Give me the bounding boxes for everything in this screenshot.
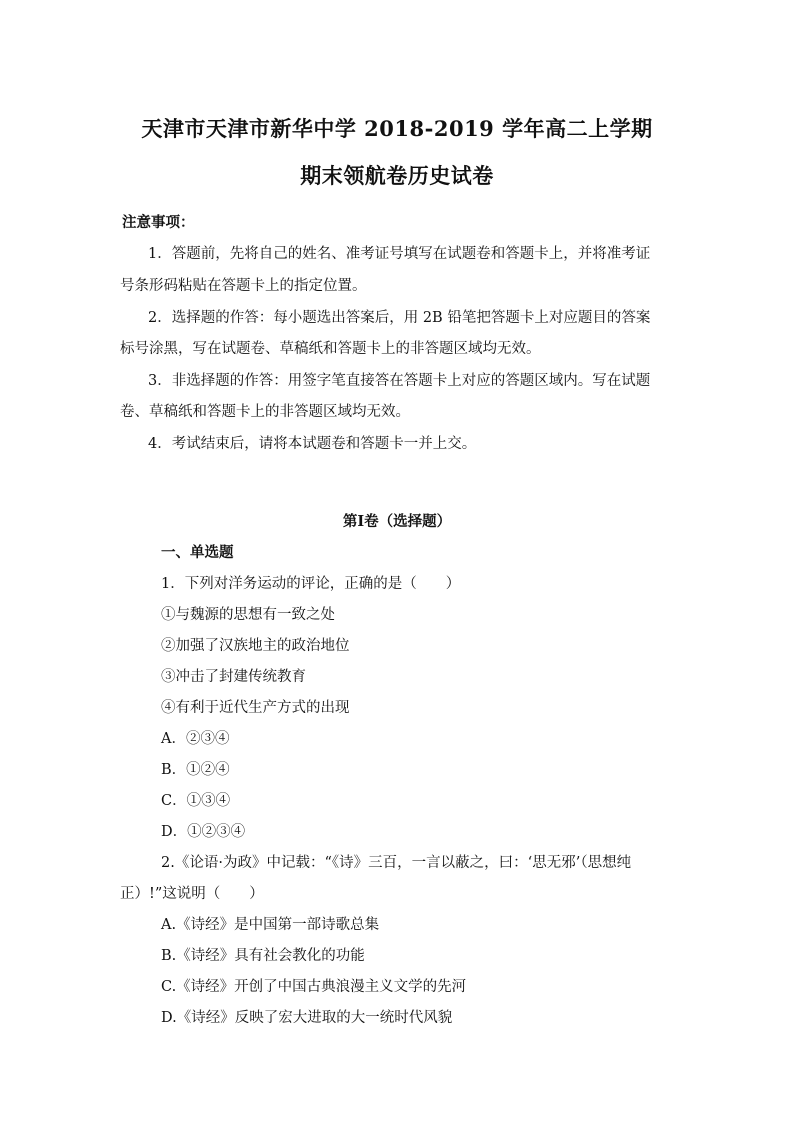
part-title: 第Ⅰ卷（选择题） [342, 513, 452, 530]
question-1-option-c: C．①③④ [161, 793, 231, 809]
question-1-statement-1: ①与魏源的思想有一致之处 [161, 607, 335, 623]
question-1-option-a: A．②③④ [161, 731, 230, 747]
notice-item-4-line-1: 4．考试结束后，请将本试题卷和答题卡一并上交。 [148, 436, 477, 452]
question-type-title: 一、单选题 [161, 544, 234, 561]
notice-item-1-line-2: 号条形码粘贴在答题卡上的指定位置。 [120, 278, 367, 294]
notice-item-1-line-1: 1．答题前，先将自己的姓名、准考证号填写在试题卷和答题卡上，并将准考证 [148, 246, 651, 262]
question-1-stem: 1．下列对洋务运动的评论，正确的是（ ） [161, 576, 461, 592]
notice-item-3-line-2: 卷、草稿纸和答题卡上的非答题区域均无效。 [120, 404, 410, 420]
question-2-option-b: B.《诗经》具有社会教化的功能 [161, 948, 365, 964]
question-2-option-c: C.《诗经》开创了中国古典浪漫主义文学的先河 [161, 979, 467, 995]
question-1-option-d: D．①②③④ [161, 824, 246, 840]
exam-title-line1: 天津市天津市新华中学 2018-2019 学年高二上学期 [141, 116, 653, 141]
notice-heading: 注意事项： [122, 214, 195, 231]
exam-title-line2: 期末领航卷历史试卷 [300, 163, 494, 188]
question-2-stem-line-2: 正）!”这说明（ ） [120, 886, 264, 902]
question-1-option-b: B．①②④ [161, 762, 230, 778]
question-2-option-d: D.《诗经》反映了宏大进取的大一统时代风貌 [161, 1010, 453, 1026]
question-2-stem-line-1: 2.《论语·为政》中记载：“《诗》三百，一言以蔽之，曰：‘思无邪’（思想纯 [161, 855, 632, 871]
question-2-option-a: A.《诗经》是中国第一部诗歌总集 [161, 917, 380, 933]
question-1-statement-3: ③冲击了封建传统教育 [161, 669, 306, 685]
question-1-statement-4: ④有利于近代生产方式的出现 [161, 700, 350, 716]
notice-item-3-line-1: 3．非选择题的作答：用签字笔直接答在答题卡上对应的答题区域内。写在试题 [148, 373, 651, 389]
notice-item-2-line-1: 2．选择题的作答：每小题选出答案后，用 2B 铅笔把答题卡上对应题目的答案 [148, 310, 651, 326]
notice-item-2-line-2: 标号涂黑，写在试题卷、草稿纸和答题卡上的非答题区域均无效。 [120, 341, 541, 357]
question-1-statement-2: ②加强了汉族地主的政治地位 [161, 638, 350, 654]
